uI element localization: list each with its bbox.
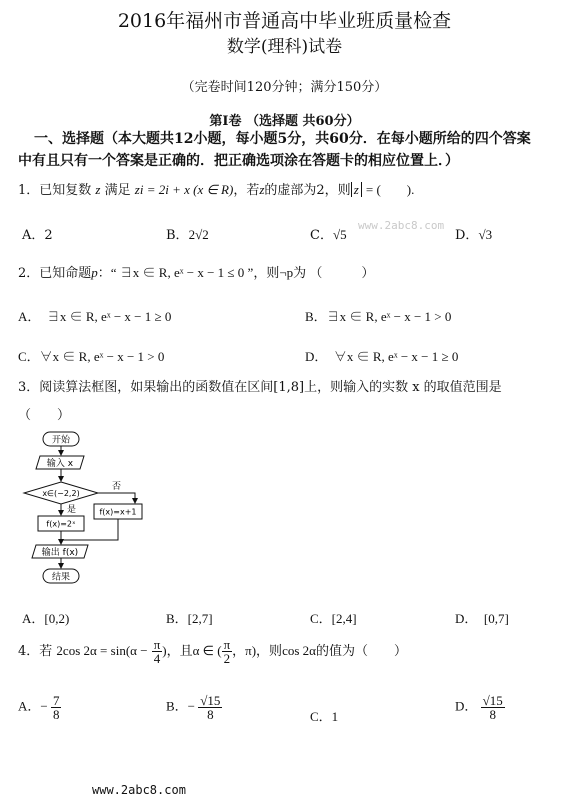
algorithm-flowchart	[10, 428, 185, 594]
q1-option-a: A．2	[22, 228, 53, 243]
q4-option-b	[166, 694, 222, 721]
question-1	[18, 179, 414, 198]
q1-mid2: ，若	[233, 183, 260, 198]
q4-eq-right: )	[162, 643, 167, 658]
q1-equation: zi = 2i + x (x ∈ R)	[134, 182, 234, 197]
q1-tail: = ( ).	[365, 182, 415, 197]
exam-title: 2016年福州市普通高中毕业班质量检查	[117, 10, 452, 32]
q1-abs-z: z	[351, 182, 362, 197]
q1-mid1: 满足	[104, 183, 131, 198]
instruction-line-2: 中有且只有一个答案是正确的．把正确选项涂在答题卡的相应位置上．）	[18, 153, 459, 169]
q4-option-d	[455, 694, 505, 721]
q1-option-d-label: D．	[455, 228, 479, 243]
flow-input-label: 输入 x	[46, 459, 74, 469]
q1-option-b	[166, 224, 209, 243]
q1-option-d	[455, 224, 492, 243]
q4-option-d-num: √15	[482, 693, 503, 708]
q2-option-b: B．∃x ∈ R, eˣ − x − 1 > 0	[305, 309, 452, 324]
question-3-text: 3．阅读算法框图，如果输出的函数值在区间[1,8]上，则输入的实数 x 的取值范围是	[18, 380, 502, 395]
section-heading: 第Ⅰ卷 （选择题 共60分）	[209, 114, 360, 129]
q4-option-b-den: 8	[207, 707, 214, 722]
instruction-line-1: 一、选择题（本大题共12小题，每小题5分，共60分．在每小题所给的四个答案	[34, 131, 531, 147]
q3-option-d: D． [0,7]	[455, 611, 509, 626]
q2-option-d: D． ∀x ∈ R, eˣ − x − 1 ≥ 0	[305, 349, 459, 364]
flow-process-no-label: f(x)=x+1	[99, 507, 137, 517]
q4-option-a-frac	[51, 694, 62, 721]
q2-option-a: A． ∃x ∈ R, eˣ − x − 1 ≥ 0	[18, 309, 172, 324]
q4-frac-pi-2	[222, 638, 233, 665]
question-4	[18, 638, 407, 665]
q4-option-d-den: 8	[489, 707, 496, 722]
q3-option-c: C．[2,4]	[310, 611, 357, 626]
q1-mid3: 的虚部为2，则	[264, 183, 351, 198]
q1-z2: z	[259, 182, 265, 197]
q4-eq-left: 2cos 2α = sin(α −	[56, 643, 148, 658]
q4-option-b-num: √15	[200, 693, 221, 708]
q3-option-a: A．[0,2)	[22, 611, 70, 626]
q1-option-c-label: C．	[310, 228, 333, 243]
q2-lead: 2．已知命题	[18, 266, 92, 281]
q4-option-c: C．1	[310, 709, 339, 724]
flow-output-label: 输出 f(x)	[41, 548, 79, 558]
flow-end-label: 结果	[51, 572, 71, 583]
q4-tail: 的值为（ ）	[315, 644, 407, 659]
q2-option-c: C．∀x ∈ R, eˣ − x − 1 > 0	[18, 349, 165, 364]
question-3-paren: （ ）	[18, 408, 71, 423]
q1-z: z	[95, 182, 101, 197]
time-note: （完卷时间120分钟；满分150分）	[181, 80, 388, 95]
flow-yes-label: 是	[67, 505, 77, 515]
q4-target: cos 2α	[282, 643, 316, 658]
q1-option-d-value: √3	[478, 227, 493, 242]
flow-start-label: 开始	[51, 435, 71, 446]
flow-decision-label: x∈(−2,2)	[42, 489, 80, 498]
q3-option-b: B．[2,7]	[166, 611, 213, 626]
q4-option-d-label: D．	[455, 698, 478, 714]
q4-option-b-label: B．−	[166, 698, 196, 714]
q1-option-c	[310, 224, 347, 243]
q4-option-b-frac	[198, 694, 222, 721]
q4-option-a	[18, 694, 61, 721]
q4-frac1-den: 4	[153, 651, 161, 666]
q4-option-a-den: 8	[52, 707, 60, 722]
q1-lead: 1．已知复数	[18, 183, 92, 198]
q4-frac-pi-4	[152, 638, 163, 665]
q1-option-c-value: √5	[332, 227, 347, 242]
q4-frac2-num: π	[223, 637, 231, 652]
q2-statement: ：“ ∃x ∈ R, eˣ − x − 1 ≤ 0 ”，则¬p为 （ ）	[97, 265, 375, 280]
watermark: www.2abc8.com	[358, 219, 445, 232]
q4-mid2: ，π)，则	[232, 643, 283, 658]
q4-option-a-num: 7	[52, 693, 60, 708]
flow-no-label: 否	[112, 482, 122, 492]
q4-frac1-num: π	[153, 637, 161, 652]
question-2	[18, 262, 374, 281]
q4-option-a-label: A．−	[18, 698, 48, 714]
q1-option-b-value: 2√2	[188, 227, 209, 242]
q4-frac2-den: 2	[223, 651, 231, 666]
q4-option-d-frac	[481, 694, 505, 721]
exam-subtitle: 数学(理科)试卷	[226, 37, 343, 57]
q1-option-b-label: B．	[166, 228, 189, 243]
q4-lead: 4．若	[18, 644, 53, 659]
footer-site: www.2abc8.com	[92, 783, 186, 797]
q2-p: p	[91, 265, 98, 280]
q4-mid: ，且α ∈ (	[166, 643, 222, 658]
flow-process-yes-label: f(x)=2ˣ	[46, 519, 76, 529]
